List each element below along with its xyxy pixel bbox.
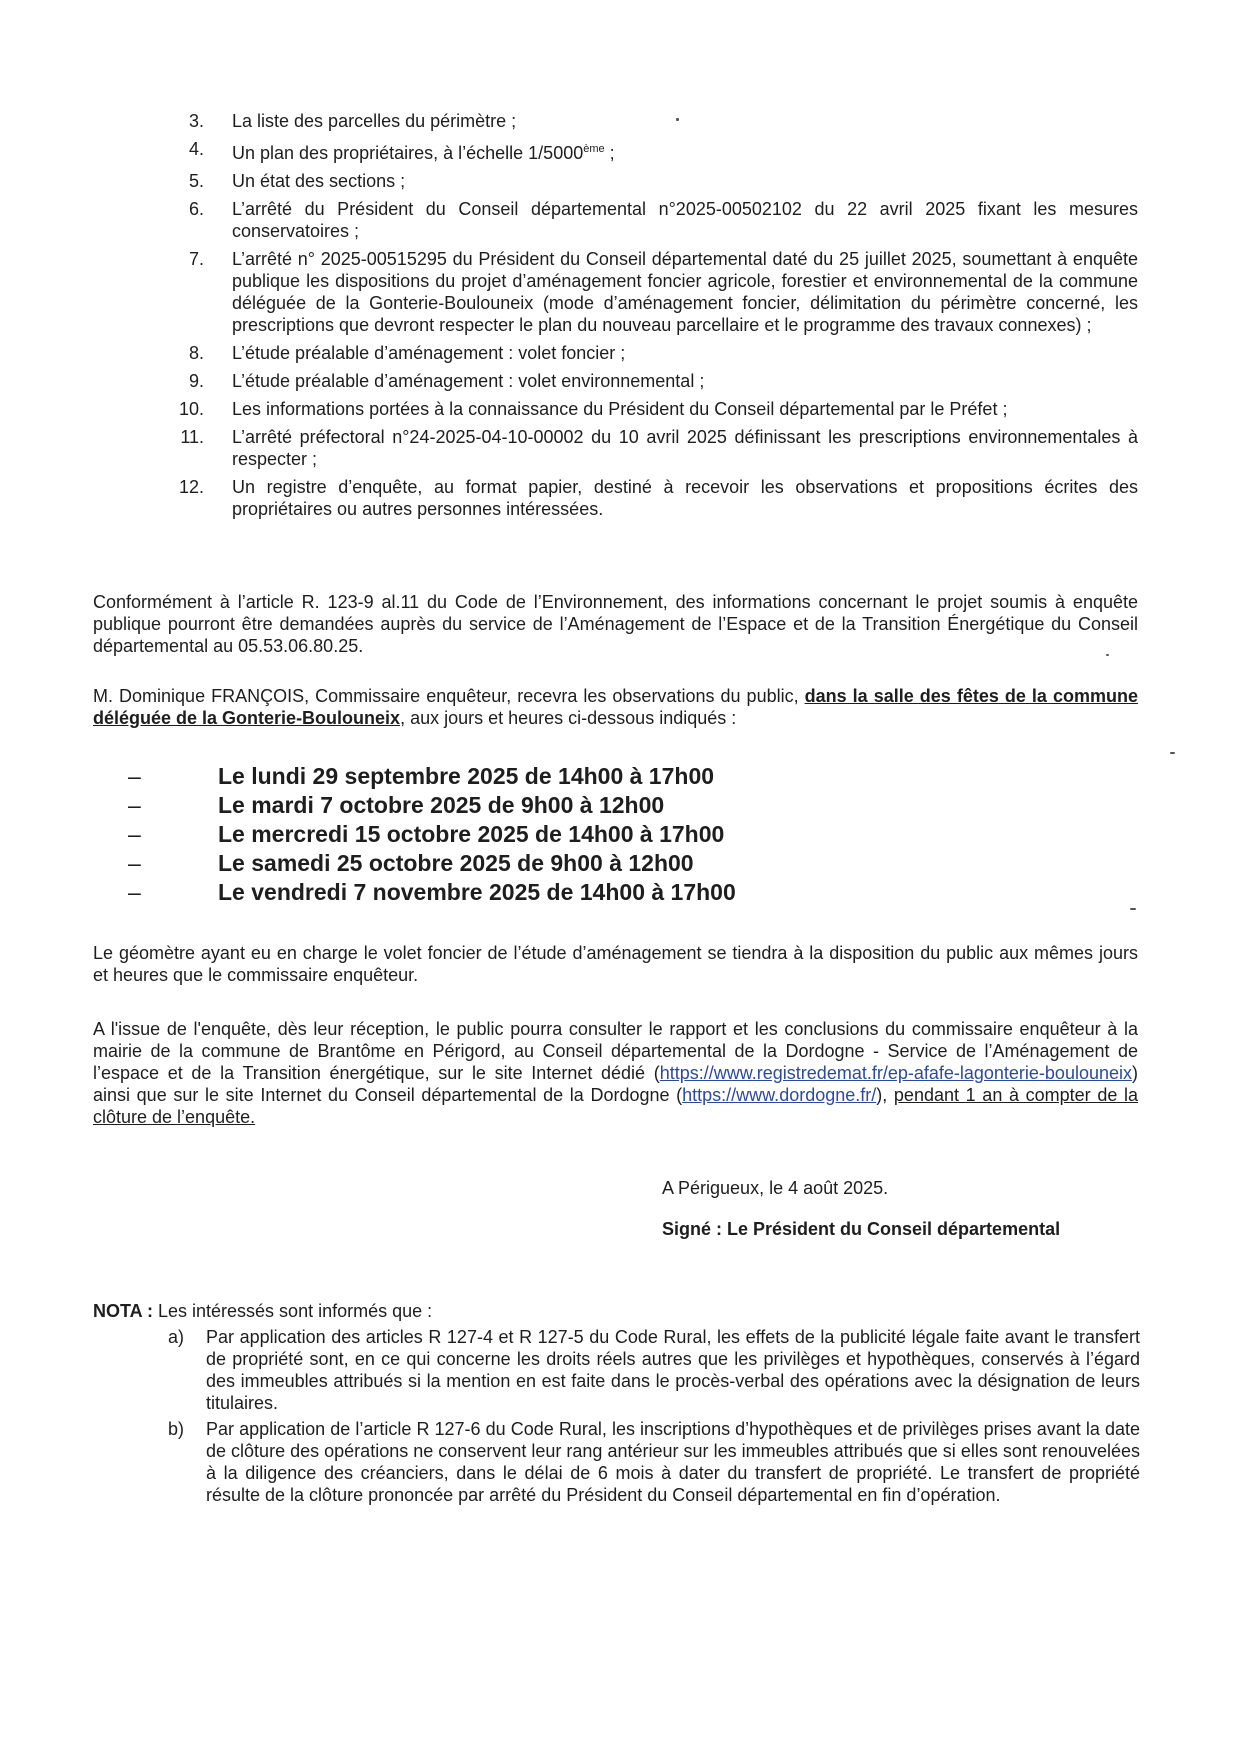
consultation-duration: pendant 1 an à compter de la clôture de l’enquête. xyxy=(93,1085,1138,1127)
commissaire-intro: M. Dominique FRANÇOIS, Commissaire enquêteur, recevra les observations du public, xyxy=(93,686,805,706)
piece-number: 6. xyxy=(188,199,204,219)
piece-item xyxy=(170,476,1138,520)
permanence-dash: – xyxy=(128,792,141,818)
piece-item xyxy=(170,426,1138,470)
dordogne-link[interactable]: https://www.dordogne.fr/ xyxy=(682,1085,877,1105)
permanence-item xyxy=(128,849,928,878)
commissaire-outro: , aux jours et heures ci-dessous indiqués : xyxy=(400,708,737,728)
permanence-item xyxy=(128,878,928,907)
piece-number: 10. xyxy=(178,399,204,419)
nota-letter: b) xyxy=(168,1419,185,1439)
permanence-date: Le vendredi 7 novembre 2025 de 14h00 à 17h00 xyxy=(218,879,736,905)
piece-text: Un plan des propriétaires, à l’échelle 1/5000ème ; xyxy=(232,143,615,163)
nota-list xyxy=(168,1326,1140,1510)
piece-item xyxy=(170,248,1138,336)
permanence-item xyxy=(128,791,928,820)
piece-text: La liste des parcelles du périmètre ; xyxy=(232,111,517,131)
piece-number: 5. xyxy=(188,171,204,191)
piece-text: L’étude préalable d’aménagement : volet environnemental ; xyxy=(232,371,705,391)
piece-item xyxy=(170,342,1138,364)
piece-item xyxy=(170,170,1138,192)
nota-letter: a) xyxy=(168,1327,185,1347)
nota-text: Par application de l’article R 127-6 du Code Rural, les inscriptions d’hypothèques et de privilèges prises avant la date de clôture des opérations ne conservent leur rang antérieur sur les immeubles attribués que si elles sont renouvelées à la diligence des créanciers, dans le délai de 6 mois à dater du transfert de propriété. Le transfert de propriété résulte de la clôture prononcée par arrêté du Président du Conseil départemental en fin d’opération. xyxy=(206,1419,1140,1505)
piece-item xyxy=(170,398,1138,420)
permanence-dash: – xyxy=(128,879,141,905)
scan-speck xyxy=(1106,654,1109,656)
permanence-date: Le lundi 29 septembre 2025 de 14h00 à 17h00 xyxy=(218,763,715,789)
piece-item xyxy=(170,198,1138,242)
piece-text: L’arrêté du Président du Conseil départemental n°2025-00502102 du 22 avril 2025 fixant les mesures conservatoires ; xyxy=(232,199,1138,241)
nota-item xyxy=(168,1326,1140,1414)
piece-item xyxy=(170,110,1138,132)
signature: Signé : Le Président du Conseil départemental xyxy=(662,1219,1061,1239)
permanences-list xyxy=(128,762,928,907)
nota-heading xyxy=(93,1300,432,1322)
piece-text: Un état des sections ; xyxy=(232,171,406,191)
scan-speck xyxy=(1170,752,1175,754)
permanence-location: dans la salle des fêtes de la commune déléguée de la Gonterie-Boulouneix xyxy=(93,686,1138,728)
piece-number: 11. xyxy=(180,427,204,447)
piece-text: Un registre d’enquête, au format papier, destiné à recevoir les observations et propositions écrites des propriétaires ou autres personnes intéressées. xyxy=(232,477,1138,519)
permanence-dash: – xyxy=(128,850,141,876)
consultation-text-1: A l'issue de l'enquête, dès leur réception, le public pourra consulter le rapport et les conclusions du commissaire enquêteur à la mairie de la commune de Brantôme en Périgord, au Conseil départemental de la Dordogne - Service de l’Aménagement de l’espace et de la Transition énergétique, sur le site Internet dédié ( xyxy=(93,1019,1138,1083)
piece-number: 7. xyxy=(188,249,204,269)
permanence-dash: – xyxy=(128,763,141,789)
consultation-text-3: ), xyxy=(876,1085,894,1105)
scan-speck xyxy=(676,118,679,121)
piece-text: L’étude préalable d’aménagement : volet foncier ; xyxy=(232,343,626,363)
permanence-date: Le samedi 25 octobre 2025 de 9h00 à 12h00 xyxy=(218,850,694,876)
commissaire-paragraph xyxy=(93,685,1138,729)
permanence-dash: – xyxy=(128,821,141,847)
permanence-date: Le mercredi 15 octobre 2025 de 14h00 à 17h00 xyxy=(218,821,725,847)
nota-label: NOTA : xyxy=(93,1301,153,1321)
piece-text: Les informations portées à la connaissance du Président du Conseil départemental par le Préfet ; xyxy=(232,399,1008,419)
pieces-list xyxy=(170,110,1138,526)
contact-paragraph: Conformément à l’article R. 123-9 al.11 du Code de l’Environnement, des informations concernant le projet soumis à enquête publique pourront être demandées auprès du service de l’Aménagement de l’Espace et de la Transition Énergétique du Conseil départemental au 05.53.06.80.25. xyxy=(93,592,1138,656)
permanence-date: Le mardi 7 octobre 2025 de 9h00 à 12h00 xyxy=(218,792,665,818)
piece-text: L’arrêté préfectoral n°24-2025-04-10-00002 du 10 avril 2025 définissant les prescriptions environnementales à respecter ; xyxy=(232,427,1138,469)
piece-number: 9. xyxy=(188,371,204,391)
piece-item xyxy=(170,370,1138,392)
consultation-paragraph xyxy=(93,1018,1138,1128)
ordinal-suffix: ème xyxy=(583,143,605,155)
piece-number: 8. xyxy=(188,343,204,363)
geometre-paragraph: Le géomètre ayant eu en charge le volet foncier de l’étude d’aménagement se tiendra à la disposition du public aux mêmes jours et heures que le commissaire enquêteur. xyxy=(93,943,1138,985)
permanence-item xyxy=(128,820,928,849)
place-date: A Périgueux, le 4 août 2025. xyxy=(662,1178,889,1198)
permanence-item xyxy=(128,762,928,791)
consultation-text-2: ) ainsi que sur le site Internet du Conseil départemental de la Dordogne ( xyxy=(93,1063,1138,1105)
scan-speck xyxy=(1130,908,1136,910)
piece-number: 4. xyxy=(188,139,204,159)
piece-text: L’arrêté n° 2025-00515295 du Président du Conseil départemental daté du 25 juillet 2025, soumettant à enquête publique les dispositions du projet d’aménagement foncier agricole, forestier et environnemental de la commune déléguée de la Gonterie-Boulouneix (mode d’aménagement foncier, délimitation du périmètre concerné, les prescriptions que devront respecter le plan du nouveau parcellaire et le programme des travaux connexes) ; xyxy=(232,249,1138,335)
registre-link[interactable]: https://www.registredemat.fr/ep-afafe-lagonterie-boulouneix xyxy=(659,1063,1132,1083)
nota-intro: Les intéressés sont informés que : xyxy=(153,1301,433,1321)
nota-item xyxy=(168,1418,1140,1506)
nota-text: Par application des articles R 127-4 et R 127-5 du Code Rural, les effets de la publicité légale faite avant le transfert de propriété sont, en ce qui concerne les droits réels autres que les privilèges et hypothèques, conservés à l’égard des immeubles attribués si la mention en est faite dans le procès-verbal des opérations avec la désignation de leurs titulaires. xyxy=(206,1327,1140,1413)
piece-number: 3. xyxy=(188,111,204,131)
piece-number: 12. xyxy=(178,477,204,497)
piece-item xyxy=(170,138,1138,164)
